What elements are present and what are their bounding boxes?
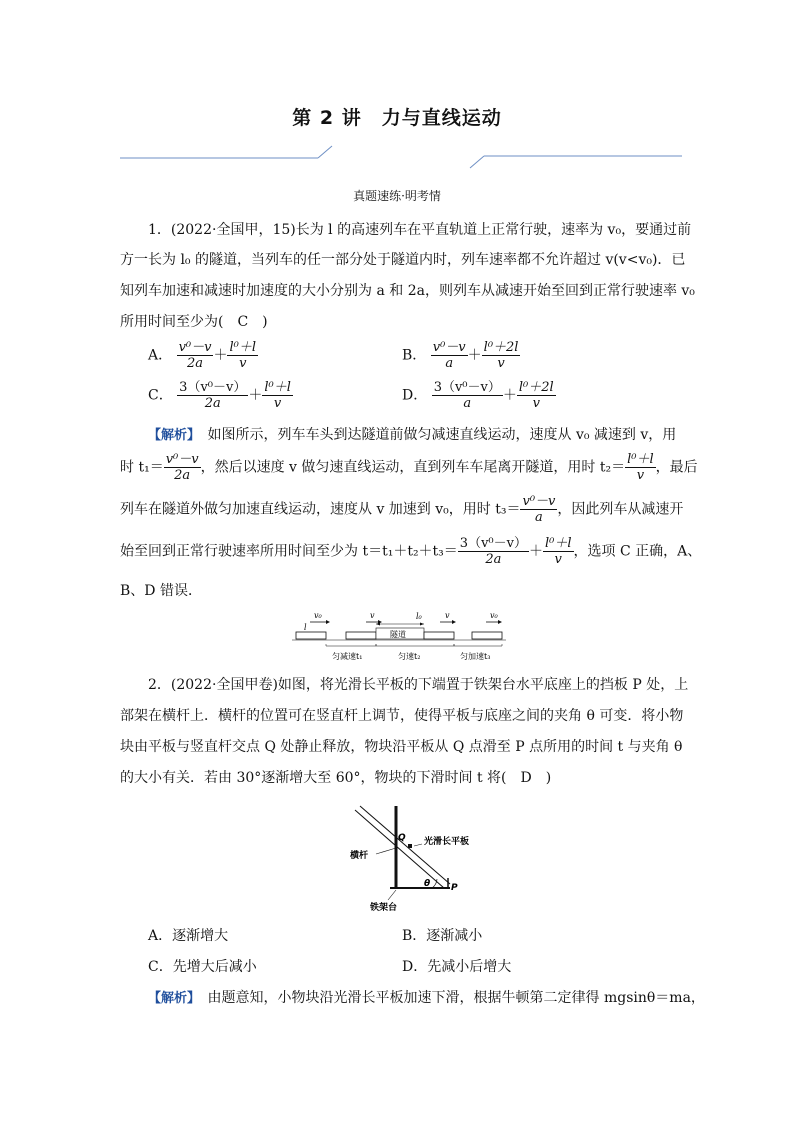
q2-line4: 的大小有关．若由 30°逐渐增大至 60°，物块的下滑时间 t 将( D ): [120, 770, 552, 786]
q1-option-c: C． $\frac{\text{3（v⁰－v）}}{2a}$ ＋ $\frac{\text{l⁰＋l}}{v}$: [148, 380, 291, 411]
q1-option-a: A． $\frac{\text{v⁰－v}}{2a}$ ＋ $\frac{\text{l⁰＋l}}{v}$: [148, 340, 257, 371]
q2-option-c: C．先增大后减小: [148, 959, 257, 975]
q1-option-d: D． $\frac{\text{3（v⁰－v）}}{a}$ ＋ $\frac{\text{l⁰＋2l}}{v}$: [402, 380, 554, 411]
fig-board-label: 光滑长平板: [424, 837, 470, 847]
q1-analysis-line1: 【解析】 如图所示，列车车头到达隧道前做匀减速直线运动，速度从 v₀ 减速到 v，用: [148, 427, 677, 443]
fig-bar-label: 横杆: [350, 851, 369, 861]
fig-p-label: P: [451, 883, 458, 893]
fig-v0-label-1: v₀: [314, 611, 322, 620]
q1-line3: 知列车加速和减速时加速度的大小分别为 a 和 2a，则列车从减速开始至回到正常行驶速率 v₀: [120, 283, 695, 299]
fig-q-label: Q: [398, 833, 406, 843]
fig-decel-label: 匀减速t₁: [332, 652, 363, 661]
q1-analysis-line5: B、D 错误．: [120, 583, 202, 599]
q1-analysis-line2: 时 t₁＝ $\frac{\text{v⁰－v}}{2a}$ ，然后以速度 v 做匀速直线运动，直到列车车尾离开隧道，用时 t₂＝ $\frac{\text{l⁰＋l}}{v}$ ，最后: [120, 452, 698, 483]
fig-theta-label: θ: [424, 879, 431, 889]
q2-analysis-line1: 【解析】 由题意知，小物块沿光滑长平板加速下滑，根据牛顿第二定律得 mgsinθ＝ma，: [148, 990, 705, 1006]
q2-line1: 2．(2022·全国甲卷)如图，将光滑长平板的下端置于铁架台水平底座上的挡板 P 处，上: [148, 677, 689, 693]
q2-option-d: D．先减小后增大: [402, 959, 512, 975]
fig-stand-label: 铁架台: [370, 903, 398, 913]
header-rule: [0, 140, 794, 180]
fig-l0-label: l₀: [416, 612, 422, 621]
fig-tunnel-label: 隧道: [390, 630, 406, 639]
page-title: 第 2 讲 力与直线运动: [292, 107, 502, 129]
q2-option-b: B．逐渐减小: [402, 928, 483, 944]
fig-accel-label: 匀加速t₃: [460, 652, 491, 661]
fig-l-label: l: [304, 623, 307, 632]
q1-analysis-line3: 列车在隧道外做匀加速直线运动，速度从 v 加速到 v₀，用时 t₃＝ $\frac{\text{v⁰－v}}{a}$ ，因此列车从减速开: [120, 494, 684, 525]
analysis-tag: 【解析】: [148, 428, 194, 443]
section-heading: 真题速练·明考情: [353, 189, 441, 203]
q1-line2: 方一长为 l₀ 的隧道，当列车的任一部分处于隧道内时，列车速率都不允许超过 v(v<v₀)．已: [120, 252, 686, 268]
fig-v-label-1: v: [370, 611, 375, 620]
train-tunnel-figure: [290, 608, 510, 666]
fig-uniform-label: 匀速t₂: [398, 652, 421, 661]
incline-figure: [340, 800, 480, 914]
q2-line2: 部架在横杆上．横杆的位置可在竖直杆上调节，使得平板与底座之间的夹角 θ 可变．将小物: [120, 708, 684, 724]
fig-v-label-2: v: [445, 611, 450, 620]
analysis-tag: 【解析】: [148, 991, 194, 1006]
fig-v0-label-2: v₀: [490, 611, 498, 620]
q1-line4: 所用时间至少为( C ): [120, 314, 268, 330]
q1-option-b: B． $\frac{\text{v⁰－v}}{a}$ ＋ $\frac{\text{l⁰＋2l}}{v}$: [402, 340, 519, 371]
q1-analysis-line4: 始至回到正常行驶速率所用时间至少为 t＝t₁＋t₂＋t₃＝ $\frac{\text{3（v⁰－v）}}{2a}$ ＋ $\frac{\text{l⁰＋l}}{v}$ ，选项 C 正确，A、: [120, 536, 702, 567]
q2-line3: 块由平板与竖直杆交点 Q 处静止释放，物块沿平板从 Q 点滑至 P 点所用的时间 t 与夹角 θ: [120, 739, 683, 755]
q1-line1: 1．(2022·全国甲，15)长为 l 的高速列车在平直轨道上正常行驶，速率为 v₀，要通过前: [148, 222, 692, 238]
q2-option-a: A．逐渐增大: [148, 928, 229, 944]
